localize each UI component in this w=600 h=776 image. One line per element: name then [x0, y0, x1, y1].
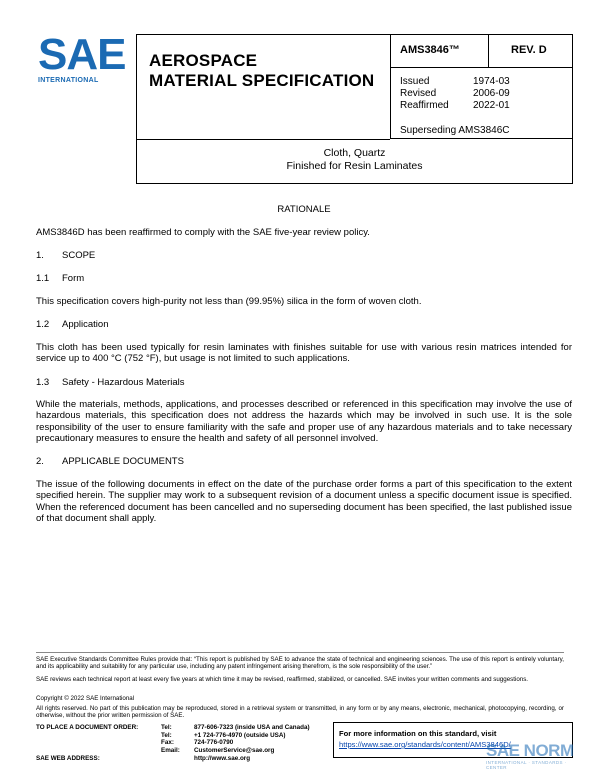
doc-number-box	[390, 34, 489, 68]
title-line-2: MATERIAL SPECIFICATION	[149, 71, 375, 90]
subject-box	[136, 138, 573, 184]
section-number: 1.1	[36, 273, 50, 284]
superseding: Superseding AMS3846C	[400, 125, 510, 136]
section-number: 1.2	[36, 319, 50, 330]
date-value: 1974-03	[473, 76, 510, 87]
order-contacts	[36, 724, 336, 763]
watermark-subtext: INTERNATIONAL · STANDARDS · CENTER	[486, 760, 567, 770]
subject-line-2: Finished for Resin Laminates	[286, 160, 423, 172]
section-1-3-heading	[36, 377, 572, 388]
date-row-revised	[391, 88, 572, 100]
more-info-title: For more information on this standard, visit	[339, 729, 497, 738]
date-label: Issued	[400, 76, 430, 87]
contact-email[interactable]: CustomerService@sae.org	[194, 746, 275, 754]
date-label: Revised	[400, 88, 437, 99]
title-line-1: AEROSPACE	[149, 51, 258, 70]
section-1-heading	[36, 250, 572, 261]
contact-value: +1 724-776-4970 (outside USA)	[194, 731, 286, 739]
logo-subtext: INTERNATIONAL	[38, 77, 99, 84]
spec-title	[149, 51, 390, 91]
web-address[interactable]: http://www.sae.org	[194, 755, 251, 763]
contact-value: 724-776-0790	[194, 739, 234, 747]
date-row-issued	[391, 76, 572, 88]
dates-box	[390, 66, 573, 139]
section-1-2-heading	[36, 319, 572, 330]
section-title: Safety - Hazardous Materials	[62, 377, 185, 388]
standard-link[interactable]: https://www.sae.org/standards/content/AMS3846D/	[339, 740, 511, 749]
section-1-3-text: While the materials, methods, applications, and processes described or referenced in this specification may involve the use of hazardous materials, this specification does not address the hazards which may be involved in such use. It is the sole responsibility of the user to ensure familiarity with the safe and proper use of any hazardous materials and to take necessary precautionary measures to ensure the health and safety of all personnel involved.	[36, 399, 572, 445]
contact-label: Fax:	[161, 739, 174, 747]
section-number: 1.3	[36, 377, 50, 388]
date-value: 2022-01	[473, 100, 510, 111]
section-number: 2.	[36, 456, 44, 467]
date-label: Reaffirmed	[400, 100, 449, 111]
logo-text: SAE	[38, 30, 126, 79]
revision: REV. D	[511, 44, 547, 56]
title-box	[136, 34, 390, 140]
order-label: TO PLACE A DOCUMENT ORDER:	[36, 724, 139, 731]
contact-value: 877-606-7323 (inside USA and Canada)	[194, 724, 310, 731]
section-1-1-text: This specification covers high-purity not less than (99.95%) silica in the form of woven cloth.	[36, 296, 422, 307]
doc-number: AMS3846™	[400, 44, 460, 56]
section-1-2-text: This cloth has been used typically for resin laminates with finishes suitable for use with various resin matrices intended for service up to 400 °C (752 °F), but usage is not limited to such applications.	[36, 342, 572, 365]
footer-copyright: Copyright © 2022 SAE International	[36, 695, 135, 702]
date-row-reaffirmed	[391, 100, 572, 112]
contact-label: Tel:	[161, 731, 172, 739]
contact-label: Email:	[161, 746, 180, 754]
section-number: 1.	[36, 250, 44, 261]
sae-logo	[38, 30, 126, 86]
watermark	[486, 742, 586, 772]
contact-label: Tel:	[161, 724, 172, 731]
subject-line-1: Cloth, Quartz	[323, 147, 386, 159]
section-title: SCOPE	[62, 250, 96, 261]
section-2-heading	[36, 456, 572, 467]
date-value: 2006-09	[473, 88, 510, 99]
footer-rights-text: All rights reserved. No part of this publication may be reproduced, stored in a retrieval system or transmitted, in any form or by any means, electronic, mechanical, photocopying, recording, or otherwise, without the prior written permission of SAE.	[36, 705, 564, 720]
web-label: SAE WEB ADDRESS:	[36, 755, 100, 763]
footer-rule	[36, 652, 564, 653]
watermark-text: SAE NORM	[486, 741, 574, 760]
section-title: APPLICABLE DOCUMENTS	[62, 456, 184, 467]
section-1-1-heading	[36, 273, 572, 284]
footer-rules-text: SAE Executive Standards Committee Rules provide that: “This report is published by SAE to advance the state of technical and engineering sciences. The use of this report is entirely voluntary, and its applicability and suitability for any particular use, including any patent infringement arising therefrom, is the sole responsibility of the user.”	[36, 656, 564, 671]
revision-box	[488, 34, 573, 68]
footer-review-text: SAE reviews each technical report at least every five years at which time it may be revised, reaffirmed, stabilized, or cancelled. SAE invites your written comments and suggestions.	[36, 676, 529, 683]
rationale-heading: RATIONALE	[277, 204, 331, 215]
rationale-text: AMS3846D has been reaffirmed to comply with the SAE five-year review policy.	[36, 227, 370, 238]
section-title: Form	[62, 273, 85, 284]
section-2-text: The issue of the following documents in effect on the date of the purchase order forms a part of this specification to the extent specified herein. The supplier may work to a subsequent revision of a document unless a specific document issue is specified. When the referenced document has been cancelled and no superseding document has been specified, the last published issue of that document shall apply.	[36, 479, 572, 525]
section-title: Application	[62, 319, 109, 330]
